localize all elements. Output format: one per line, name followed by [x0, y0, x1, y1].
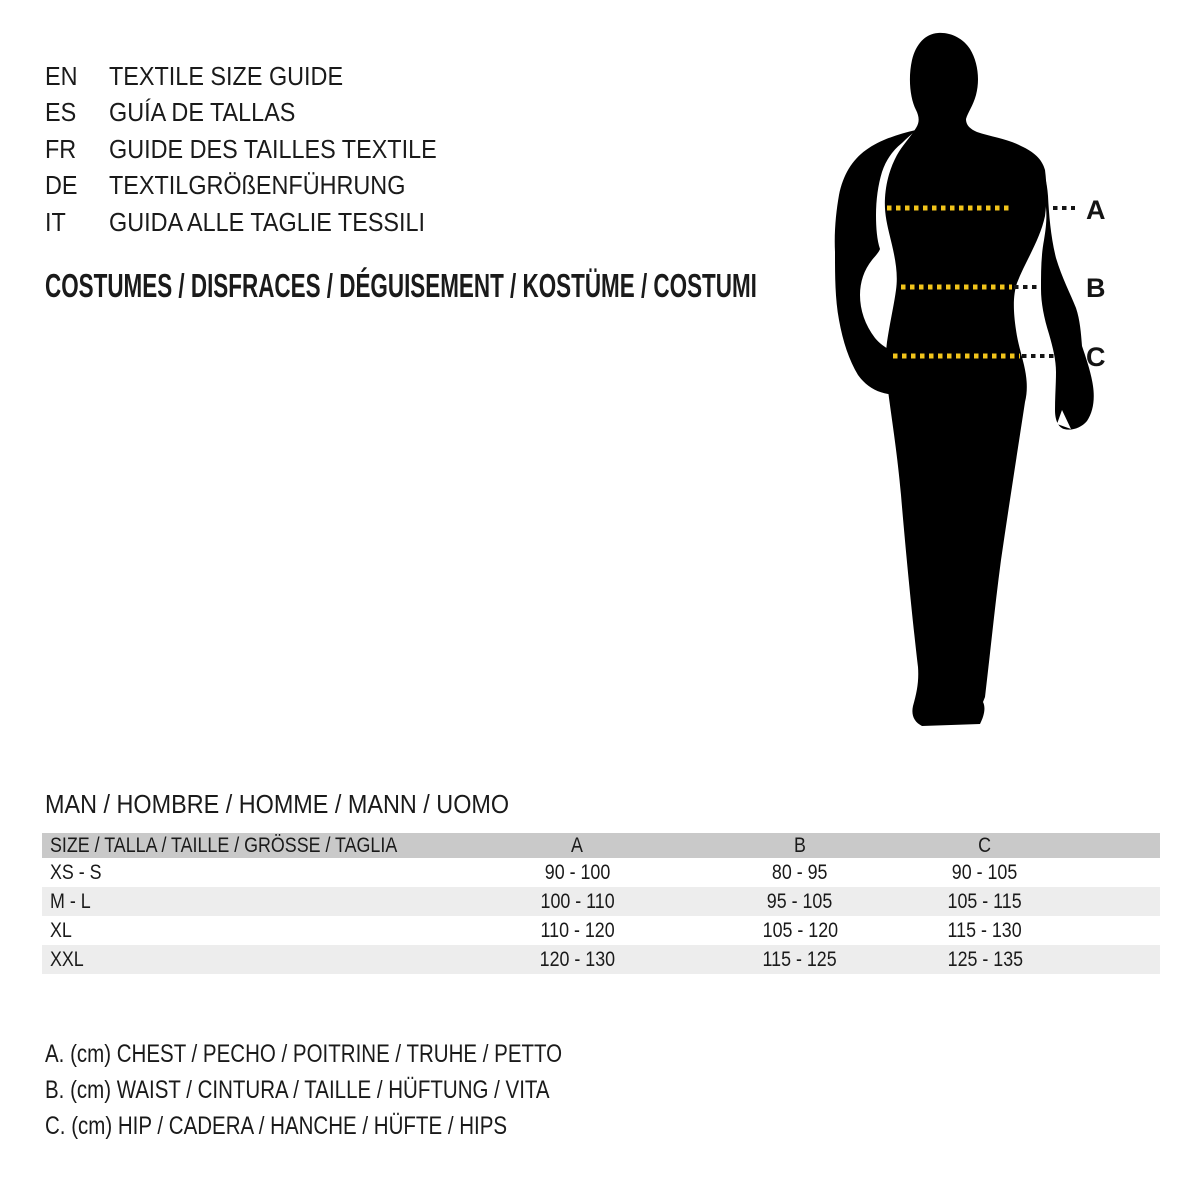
legend-row-chest: A. (cm) CHEST / PECHO / POITRINE / TRUHE / PETTO — [45, 1039, 563, 1068]
legend-row-hip: C. (cm) HIP / CADERA / HANCHE / HÜFTE / HIPS — [45, 1111, 508, 1140]
waist-cell: 115 - 125 — [762, 947, 838, 971]
chest-cell: 120 - 130 — [539, 947, 616, 971]
size-cell: M - L — [50, 889, 91, 913]
table-row-xl — [42, 916, 1160, 945]
language-label: TEXTILGRÖßENFÜHRUNG — [109, 170, 406, 201]
legend-row-waist: B. (cm) WAIST / CINTURA / TAILLE / HÜFTUNG / VITA — [45, 1075, 550, 1104]
table-row-xs-s — [42, 858, 1160, 887]
hip-cell: 105 - 115 — [947, 889, 1023, 913]
male-silhouette-figure — [820, 20, 1200, 760]
silhouette-body — [885, 33, 1047, 726]
language-label: TEXTILE SIZE GUIDE — [109, 60, 344, 91]
language-code: DE — [45, 170, 78, 201]
language-row-es — [45, 95, 473, 132]
measure-label-b: B — [1086, 273, 1106, 303]
language-code: ES — [45, 97, 77, 128]
language-label: GUÍA DE TALLAS — [109, 97, 296, 128]
hip-cell: 90 - 105 — [952, 860, 1018, 884]
chest-cell: 110 - 120 — [540, 918, 615, 942]
waist-cell: 80 - 95 — [772, 860, 828, 884]
waist-cell: 105 - 120 — [762, 918, 838, 942]
size-cell: XS - S — [50, 860, 102, 884]
language-code: EN — [45, 60, 78, 91]
category-title: COSTUMES / DISFRACES / DÉGUISEMENT / KOSTÜME / COSTUMI — [45, 267, 757, 304]
column-header-b: B — [794, 833, 806, 857]
language-label: GUIDE DES TAILLES TEXTILE — [109, 133, 437, 164]
language-code: IT — [45, 206, 66, 237]
chest-cell: 90 - 100 — [544, 860, 611, 884]
size-cell: XL — [50, 918, 72, 942]
language-code: FR — [45, 133, 77, 164]
language-row-it — [45, 204, 473, 241]
language-row-en — [45, 58, 473, 95]
measurement-legend — [45, 1036, 676, 1144]
hip-cell: 125 - 135 — [947, 947, 1023, 971]
gender-section-title: MAN / HOMBRE / HOMME / MANN / UOMO — [45, 789, 510, 819]
measure-label-c: C — [1086, 342, 1106, 372]
language-list — [45, 58, 473, 241]
size-table — [42, 833, 1160, 974]
measure-label-a: A — [1086, 195, 1106, 225]
language-row-de — [45, 168, 473, 205]
hip-cell: 115 - 130 — [947, 918, 1023, 942]
table-row-xxl — [42, 945, 1160, 974]
waist-cell: 95 - 105 — [767, 889, 833, 913]
language-label: GUIDA ALLE TAGLIE TESSILI — [109, 206, 426, 237]
size-table-header-row — [42, 833, 1160, 858]
size-cell: XXL — [50, 947, 84, 971]
language-row-fr — [45, 131, 473, 168]
column-header-c: C — [978, 833, 992, 857]
table-row-m-l — [42, 887, 1160, 916]
chest-cell: 100 - 110 — [540, 889, 615, 913]
size-column-header: SIZE / TALLA / TAILLE / GRÖSSE / TAGLIA — [50, 833, 398, 857]
column-header-a: A — [571, 833, 584, 857]
